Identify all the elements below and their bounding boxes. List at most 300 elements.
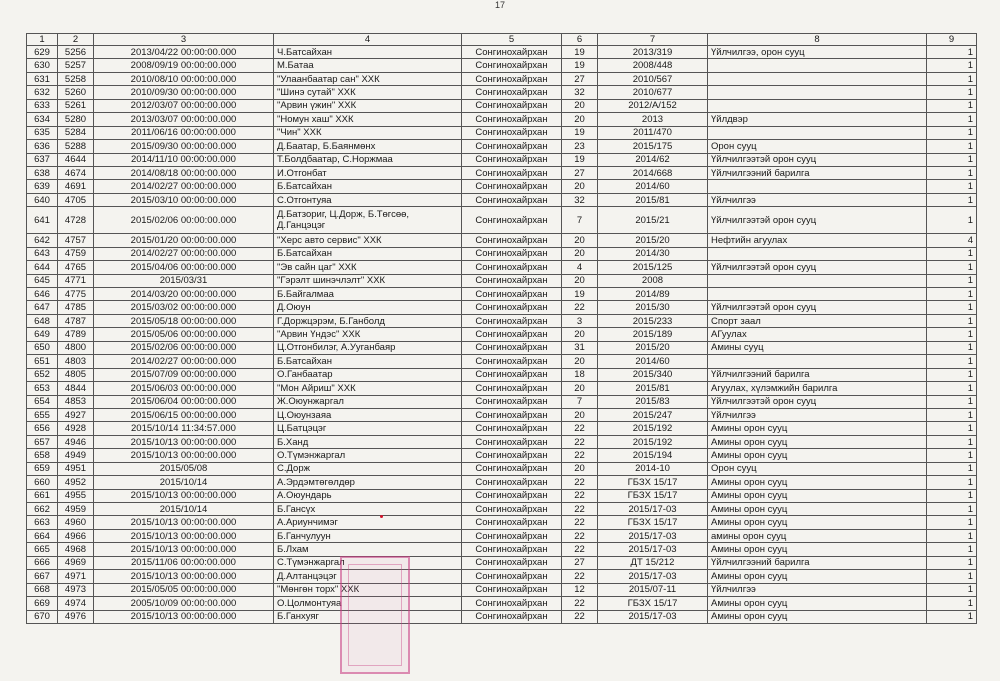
table-cell: 5258 <box>58 72 94 85</box>
table-row <box>27 328 977 341</box>
table-cell: М.Батаа <box>274 59 462 72</box>
table-cell: 2010/08/10 00:00:00.000 <box>94 72 274 85</box>
table-cell: 2008/09/19 00:00:00.000 <box>94 59 274 72</box>
table-cell: 1 <box>927 543 977 556</box>
table-cell: 1 <box>927 153 977 166</box>
table-cell: ГБЗХ 15/17 <box>598 476 708 489</box>
table-cell: "Мон Айриш" ХХК <box>274 382 462 395</box>
table-cell: 1 <box>927 489 977 502</box>
table-cell: 2014-10 <box>598 462 708 475</box>
table-cell <box>708 180 927 193</box>
table-cell: Сонгинохайрхан <box>462 113 562 126</box>
table-cell: 4966 <box>58 529 94 542</box>
table-cell: 1 <box>927 59 977 72</box>
table-cell: 2015/01/20 00:00:00.000 <box>94 234 274 247</box>
table-cell: "Херс авто сервис" ХХК <box>274 234 462 247</box>
table-row <box>27 382 977 395</box>
table-cell: 2010/567 <box>598 72 708 85</box>
table-cell: 670 <box>27 610 58 623</box>
table-cell: 20 <box>562 355 598 368</box>
table-cell: 19 <box>562 46 598 59</box>
table-cell: 1 <box>927 516 977 529</box>
table-cell: 22 <box>562 435 598 448</box>
table-cell: Сонгинохайрхан <box>462 314 562 327</box>
table-row <box>27 583 977 596</box>
table-cell: 2014/11/10 00:00:00.000 <box>94 153 274 166</box>
table-cell <box>708 126 927 139</box>
table-cell: 2015/189 <box>598 328 708 341</box>
table-cell: 5288 <box>58 140 94 153</box>
table-cell: Сонгинохайрхан <box>462 355 562 368</box>
table-cell: Үйлчилгээний барилга <box>708 556 927 569</box>
header-cell: 9 <box>927 34 977 46</box>
table-cell: Сонгинохайрхан <box>462 99 562 112</box>
table-cell: Сонгинохайрхан <box>462 556 562 569</box>
table-cell: Амины орон сууц <box>708 435 927 448</box>
table-cell: 22 <box>562 610 598 623</box>
table-cell: 27 <box>562 556 598 569</box>
table-cell: 4803 <box>58 355 94 368</box>
table-cell: 2015/192 <box>598 422 708 435</box>
table-cell: Б.Лхам <box>274 543 462 556</box>
table-row <box>27 99 977 112</box>
table-cell: 2014/30 <box>598 247 708 260</box>
table-row <box>27 166 977 179</box>
table-row <box>27 86 977 99</box>
table-cell: 1 <box>927 556 977 569</box>
table-cell: 2015/03/31 <box>94 274 274 287</box>
table-cell: 4674 <box>58 166 94 179</box>
table-row <box>27 355 977 368</box>
table-cell <box>708 247 927 260</box>
table-cell: 642 <box>27 234 58 247</box>
header-cell: 4 <box>274 34 462 46</box>
table-cell: Ч.Батсайхан <box>274 46 462 59</box>
table-cell: 637 <box>27 153 58 166</box>
table-cell: 5256 <box>58 46 94 59</box>
table-cell: 1 <box>927 503 977 516</box>
table-cell: 1 <box>927 382 977 395</box>
table-cell: 2015/30 <box>598 301 708 314</box>
table-cell: Д.Батзориг, Ц.Дорж, Б.Төгсөө, Д.Ганцэцэг <box>274 207 462 234</box>
table-cell: 4955 <box>58 489 94 502</box>
table-cell: 653 <box>27 382 58 395</box>
table-cell: 647 <box>27 301 58 314</box>
table-cell: Сонгинохайрхан <box>462 140 562 153</box>
table-cell: Сонгинохайрхан <box>462 247 562 260</box>
table-cell: Г.Доржцэрэм, Б.Ганболд <box>274 314 462 327</box>
table-cell: 4960 <box>58 516 94 529</box>
table-cell: 4976 <box>58 610 94 623</box>
table-cell: 669 <box>27 597 58 610</box>
table-cell: 22 <box>562 570 598 583</box>
table-cell: 646 <box>27 288 58 301</box>
table-cell: Сонгинохайрхан <box>462 543 562 556</box>
table-cell: 4775 <box>58 288 94 301</box>
table-cell: Сонгинохайрхан <box>462 462 562 475</box>
table-cell: 2008/448 <box>598 59 708 72</box>
table-cell: 667 <box>27 570 58 583</box>
table-cell: 2010/09/30 00:00:00.000 <box>94 86 274 99</box>
table-cell: 2014/60 <box>598 355 708 368</box>
table-cell: 2011/470 <box>598 126 708 139</box>
table-cell: 2015/20 <box>598 234 708 247</box>
table-cell: 5280 <box>58 113 94 126</box>
table-cell: 7 <box>562 395 598 408</box>
table-row <box>27 153 977 166</box>
table-cell: 1 <box>927 113 977 126</box>
table-cell: Сонгинохайрхан <box>462 274 562 287</box>
table-cell: Үйлчилгээний барилга <box>708 166 927 179</box>
table-cell: Амины орон сууц <box>708 516 927 529</box>
table-cell: 5257 <box>58 59 94 72</box>
table-cell: Амины орон сууц <box>708 449 927 462</box>
table-cell: 660 <box>27 476 58 489</box>
table-cell: 668 <box>27 583 58 596</box>
table-row <box>27 395 977 408</box>
table-cell: 661 <box>27 489 58 502</box>
table-cell: 4853 <box>58 395 94 408</box>
table-cell: Сонгинохайрхан <box>462 301 562 314</box>
table-cell: А.Эрдэмтөгөлдөр <box>274 476 462 489</box>
table-cell: 18 <box>562 368 598 381</box>
table-cell: 665 <box>27 543 58 556</box>
table-cell: 4974 <box>58 597 94 610</box>
table-cell: 2015/20 <box>598 341 708 354</box>
table-row <box>27 140 977 153</box>
table-cell: 4759 <box>58 247 94 260</box>
table-cell: 635 <box>27 126 58 139</box>
table-cell: Амины орон сууц <box>708 597 927 610</box>
table-cell: Амины орон сууц <box>708 476 927 489</box>
table-cell: 2015/05/08 <box>94 462 274 475</box>
table-cell: 648 <box>27 314 58 327</box>
table-cell: Амины орон сууц <box>708 489 927 502</box>
table-cell: 632 <box>27 86 58 99</box>
table-cell: 20 <box>562 408 598 421</box>
table-cell: 659 <box>27 462 58 475</box>
table-cell: "Арвин Үндэс" ХХК <box>274 328 462 341</box>
table-cell: 2015/09/30 00:00:00.000 <box>94 140 274 153</box>
table-cell: Үйлчилгээтэй орон сууц <box>708 395 927 408</box>
table-cell: 2015/11/06 00:00:00.000 <box>94 556 274 569</box>
table-cell: 2015/10/13 00:00:00.000 <box>94 516 274 529</box>
table-cell: 2014/02/27 00:00:00.000 <box>94 180 274 193</box>
table-cell: 1 <box>927 368 977 381</box>
table-cell: Сонгинохайрхан <box>462 328 562 341</box>
table-cell: Сонгинохайрхан <box>462 86 562 99</box>
table-cell: 2015/192 <box>598 435 708 448</box>
table-cell: 1 <box>927 301 977 314</box>
table-cell: 22 <box>562 597 598 610</box>
table-cell: ГБЗХ 15/17 <box>598 597 708 610</box>
table-cell: Сонгинохайрхан <box>462 408 562 421</box>
table-cell: "Мөнгөн торх" ХХК <box>274 583 462 596</box>
ink-stamp <box>340 556 410 674</box>
table-cell: 20 <box>562 180 598 193</box>
table-cell: А.Ариунчимэг <box>274 516 462 529</box>
table-cell: 4959 <box>58 503 94 516</box>
table-cell: О.Түмэнжаргал <box>274 449 462 462</box>
table-cell: 20 <box>562 274 598 287</box>
table-cell: 638 <box>27 166 58 179</box>
table-cell: 4973 <box>58 583 94 596</box>
table-cell: С.Дорж <box>274 462 462 475</box>
table-cell: Ц.Батцэцэг <box>274 422 462 435</box>
table-cell: Нефтийн агуулах <box>708 234 927 247</box>
table-cell: 27 <box>562 72 598 85</box>
table-cell: 4800 <box>58 341 94 354</box>
table-cell: 636 <box>27 140 58 153</box>
table-cell: 4728 <box>58 207 94 234</box>
table-cell <box>708 288 927 301</box>
table-cell: 4705 <box>58 193 94 206</box>
table-cell: 2015/02/06 00:00:00.000 <box>94 341 274 354</box>
table-cell: 4691 <box>58 180 94 193</box>
table-cell: 630 <box>27 59 58 72</box>
table-cell: 2014/02/27 00:00:00.000 <box>94 247 274 260</box>
table-cell: Сонгинохайрхан <box>462 126 562 139</box>
table-row <box>27 529 977 542</box>
table-cell: 19 <box>562 59 598 72</box>
table-row <box>27 570 977 583</box>
table-cell: Амины орон сууц <box>708 543 927 556</box>
table-cell <box>708 59 927 72</box>
table-cell: Үйлчилгээний барилга <box>708 368 927 381</box>
table-cell: 2015/10/13 00:00:00.000 <box>94 449 274 462</box>
table-row <box>27 462 977 475</box>
table-cell: 2015/17-03 <box>598 570 708 583</box>
table-cell <box>708 72 927 85</box>
table-cell: Сонгинохайрхан <box>462 59 562 72</box>
table-cell: 4951 <box>58 462 94 475</box>
table-row <box>27 247 977 260</box>
table-cell: 2012/03/07 00:00:00.000 <box>94 99 274 112</box>
table-cell: С.Түмэнжаргал <box>274 556 462 569</box>
table-cell: 1 <box>927 355 977 368</box>
table-cell: 20 <box>562 113 598 126</box>
table-cell: 2015/83 <box>598 395 708 408</box>
table-cell: Сонгинохайрхан <box>462 422 562 435</box>
table-row <box>27 341 977 354</box>
table-cell: 2015/10/13 00:00:00.000 <box>94 610 274 623</box>
table-cell: Амины орон сууц <box>708 570 927 583</box>
table-cell: 5261 <box>58 99 94 112</box>
table-cell: 2015/17-03 <box>598 610 708 623</box>
table-cell: 662 <box>27 503 58 516</box>
table-row <box>27 476 977 489</box>
table-cell: Сонгинохайрхан <box>462 166 562 179</box>
table-cell: 19 <box>562 288 598 301</box>
table-cell: Спорт заал <box>708 314 927 327</box>
table-cell: 641 <box>27 207 58 234</box>
table-cell: 2015/10/13 00:00:00.000 <box>94 529 274 542</box>
table-cell: 2015/10/13 00:00:00.000 <box>94 435 274 448</box>
table-cell: Үйлчилгээ, орон сууц <box>708 46 927 59</box>
table-cell: 2015/17-03 <box>598 543 708 556</box>
table-cell: 2015/10/14 11:34:57.000 <box>94 422 274 435</box>
table-cell: "Улаанбаатар сан" ХХК <box>274 72 462 85</box>
table-row <box>27 126 977 139</box>
table-cell: Б.Батсайхан <box>274 180 462 193</box>
table-cell: 1 <box>927 328 977 341</box>
table-cell: "Гэрэлт шинэчлэлт" ХХК <box>274 274 462 287</box>
registry-table <box>26 33 977 624</box>
table-row <box>27 46 977 59</box>
table-cell: 19 <box>562 126 598 139</box>
table-cell: 2010/677 <box>598 86 708 99</box>
table-cell: 5284 <box>58 126 94 139</box>
header-cell: 8 <box>708 34 927 46</box>
table-cell: 639 <box>27 180 58 193</box>
table-cell: 649 <box>27 328 58 341</box>
table-cell: АГуулах <box>708 328 927 341</box>
table-cell: 2015/06/04 00:00:00.000 <box>94 395 274 408</box>
table-cell: Агуулах, хүлэмжийн барилга <box>708 382 927 395</box>
table-cell: амины орон сууц <box>708 529 927 542</box>
table-row <box>27 408 977 421</box>
table-cell: Үйлчилгээ <box>708 583 927 596</box>
table-cell: "Эв сайн цаг" ХХК <box>274 261 462 274</box>
table-cell: Ж.Оюунжаргал <box>274 395 462 408</box>
table-cell: 2015/05/06 00:00:00.000 <box>94 328 274 341</box>
table-cell: 2013/04/22 00:00:00.000 <box>94 46 274 59</box>
table-cell: 1 <box>927 476 977 489</box>
table-cell: 658 <box>27 449 58 462</box>
table-cell: 1 <box>927 46 977 59</box>
table-cell: Сонгинохайрхан <box>462 435 562 448</box>
table-cell: Сонгинохайрхан <box>462 341 562 354</box>
table-cell: Б.Ханд <box>274 435 462 448</box>
table-cell: 1 <box>927 86 977 99</box>
table-cell: 644 <box>27 261 58 274</box>
table-cell: 1 <box>927 261 977 274</box>
table-cell: 1 <box>927 597 977 610</box>
table-cell: 1 <box>927 126 977 139</box>
table-cell: О.Цолмонтуяа <box>274 597 462 610</box>
table-cell: 4928 <box>58 422 94 435</box>
table-cell: Амины сууц <box>708 341 927 354</box>
table-cell: 654 <box>27 395 58 408</box>
table-cell: Үйлчилгээтэй орон сууц <box>708 261 927 274</box>
table-row <box>27 597 977 610</box>
table-cell: 4644 <box>58 153 94 166</box>
table-cell: 1 <box>927 583 977 596</box>
table-cell: 2015/03/02 00:00:00.000 <box>94 301 274 314</box>
table-cell: 2014/668 <box>598 166 708 179</box>
table-cell <box>708 99 927 112</box>
header-cell: 3 <box>94 34 274 46</box>
table-row <box>27 59 977 72</box>
table-cell: 2011/06/16 00:00:00.000 <box>94 126 274 139</box>
table-row <box>27 610 977 623</box>
table-cell: 2015/175 <box>598 140 708 153</box>
table-cell: 1 <box>927 288 977 301</box>
table-cell: Сонгинохайрхан <box>462 46 562 59</box>
table-row <box>27 516 977 529</box>
table-cell: 2015/10/14 <box>94 476 274 489</box>
table-cell: 27 <box>562 166 598 179</box>
table-row <box>27 207 977 234</box>
table-cell: 2015/233 <box>598 314 708 327</box>
table-cell: 650 <box>27 341 58 354</box>
table-cell: 2015/17-03 <box>598 529 708 542</box>
table-cell: 1 <box>927 422 977 435</box>
table-cell: 20 <box>562 247 598 260</box>
table-cell: 22 <box>562 301 598 314</box>
table-cell: 20 <box>562 382 598 395</box>
table-cell: 22 <box>562 489 598 502</box>
table-cell: Амины орон сууц <box>708 503 927 516</box>
table-cell: 2005/10/09 00:00:00.000 <box>94 597 274 610</box>
table-cell: 2015/194 <box>598 449 708 462</box>
table-cell: 2013/03/07 00:00:00.000 <box>94 113 274 126</box>
table-cell: Сонгинохайрхан <box>462 597 562 610</box>
table-cell: ГБЗХ 15/17 <box>598 489 708 502</box>
table-cell: 2013 <box>598 113 708 126</box>
table-cell: 22 <box>562 516 598 529</box>
table-cell: 2014/03/20 00:00:00.000 <box>94 288 274 301</box>
table-cell: 2015/247 <box>598 408 708 421</box>
table-cell: Сонгинохайрхан <box>462 72 562 85</box>
table-cell: Үйлчилгээтэй орон сууц <box>708 153 927 166</box>
table-row <box>27 288 977 301</box>
table-row <box>27 489 977 502</box>
table-cell: Үйлчилгээ <box>708 193 927 206</box>
header-cell: 2 <box>58 34 94 46</box>
table-cell: 645 <box>27 274 58 287</box>
table-cell: 633 <box>27 99 58 112</box>
table-cell: 2015/04/06 00:00:00.000 <box>94 261 274 274</box>
table-cell: 4 <box>562 261 598 274</box>
table-row <box>27 422 977 435</box>
table-cell <box>708 86 927 99</box>
table-cell: О.Ганбаатар <box>274 368 462 381</box>
table-cell: 1 <box>927 166 977 179</box>
table-cell: 2014/02/27 00:00:00.000 <box>94 355 274 368</box>
header-row <box>27 34 977 46</box>
table-cell: 1 <box>927 99 977 112</box>
table-cell: Амины орон сууц <box>708 610 927 623</box>
header-cell: 6 <box>562 34 598 46</box>
table-cell: Сонгинохайрхан <box>462 516 562 529</box>
table-cell: 22 <box>562 529 598 542</box>
header-cell: 1 <box>27 34 58 46</box>
table-cell: 7 <box>562 207 598 234</box>
table-cell: 1 <box>927 570 977 583</box>
table-cell: 1 <box>927 193 977 206</box>
table-row <box>27 274 977 287</box>
table-row <box>27 543 977 556</box>
table-cell: 4952 <box>58 476 94 489</box>
table-cell: 4785 <box>58 301 94 314</box>
table-cell: 20 <box>562 99 598 112</box>
table-cell: 2015/06/03 00:00:00.000 <box>94 382 274 395</box>
table-cell: Б.Байгалмаа <box>274 288 462 301</box>
table-cell: 2014/89 <box>598 288 708 301</box>
table-cell: Ц.Оюунзаяа <box>274 408 462 421</box>
table-row <box>27 193 977 206</box>
table-cell: Сонгинохайрхан <box>462 583 562 596</box>
table-cell: 656 <box>27 422 58 435</box>
table-cell: 4757 <box>58 234 94 247</box>
table-cell: 4971 <box>58 570 94 583</box>
table-cell: И.Отгонбат <box>274 166 462 179</box>
table-cell <box>708 274 927 287</box>
table-cell: Үйлдвэр <box>708 113 927 126</box>
table-cell: 2015/81 <box>598 382 708 395</box>
header-cell: 5 <box>462 34 562 46</box>
